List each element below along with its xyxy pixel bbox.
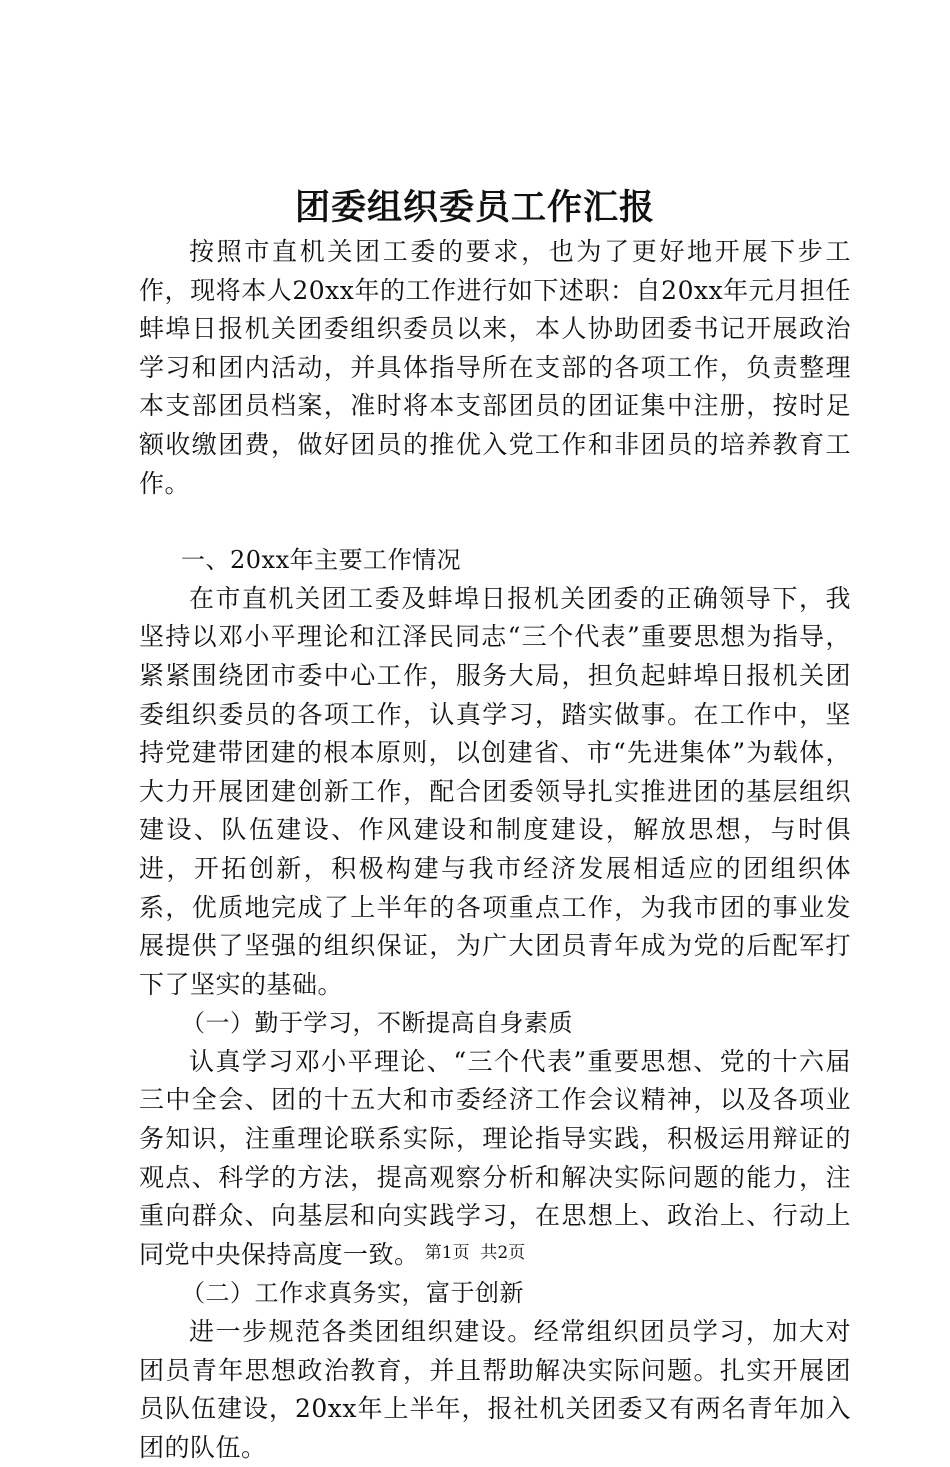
page-number-label: 第1页 共2页 [424,1243,526,1263]
page-footer [0,1242,950,1264]
document-body [139,233,851,1467]
subsection-paragraph-2: 进一步规范各类团组织建设。经常组织团员学习，加大对团员青年思想政治教育，并且帮助解决实际问题。扎实开展团员队伍建设，20xx年上半年，报社机关团委又有两名青年加入团的队伍。 [139,1317,851,1462]
section-heading: 一、20xx年主要工作情况 [181,546,462,575]
intro-paragraph: 按照市直机关团工委的要求，也为了更好地开展下步工作，现将本人20xx年的工作进行如下述职：自20xx年元月担任蚌埠日报机关团委组织委员以来，本人协助团委书记开展政治学习和团内活动，并具体指导所在支部的各项工作，负责整理本支部团员档案，准时将本支部团员的团证集中注册，按时足额收缴团费，做好团员的推优入党工作和非团员的培养教育工作。 [139,237,851,498]
subsection-paragraph-1: 认真学习邓小平理论、“三个代表”重要思想、党的十六届三中全会、团的十五大和市委经济工作会议精神，以及各项业务知识，注重理论联系实际，理论指导实践，积极运用辩证的观点、科学的方法，提高观察分析和解决实际问题的能力，注重向群众、向基层和向实践学习，在思想上、政治上、行动上同党中央保持高度一致。 [139,1046,851,1269]
subsection-heading-2: （二）工作求真务实，富于创新 [181,1279,524,1308]
section-paragraph: 在市直机关团工委及蚌埠日报机关团委的正确领导下，我坚持以邓小平理论和江泽民同志“三个代表”重要思想为指导，紧紧围绕团市委中心工作，服务大局，担负起蚌埠日报机关团委组织委员的各项工作，认真学习，踏实做事。在工作中，坚持党建带团建的根本原则，以创建省、市“先进集体”为载体，大力开展团建创新工作，配合团委领导扎实推进团的基层组织建设、队伍建设、作风建设和制度建设，解放思想，与时俱进，开拓创新，积极构建与我市经济发展相适应的团组织体系，优质地完成了上半年的各项重点工作，为我市团的事业发展提供了坚强的组织保证，为广大团员青年成为党的后配军打下了坚实的基础。 [139,583,851,999]
subsection-heading-1: （一）勤于学习，不断提高自身素质 [181,1009,573,1038]
document-title: 团委组织委员工作汇报 [294,187,655,228]
